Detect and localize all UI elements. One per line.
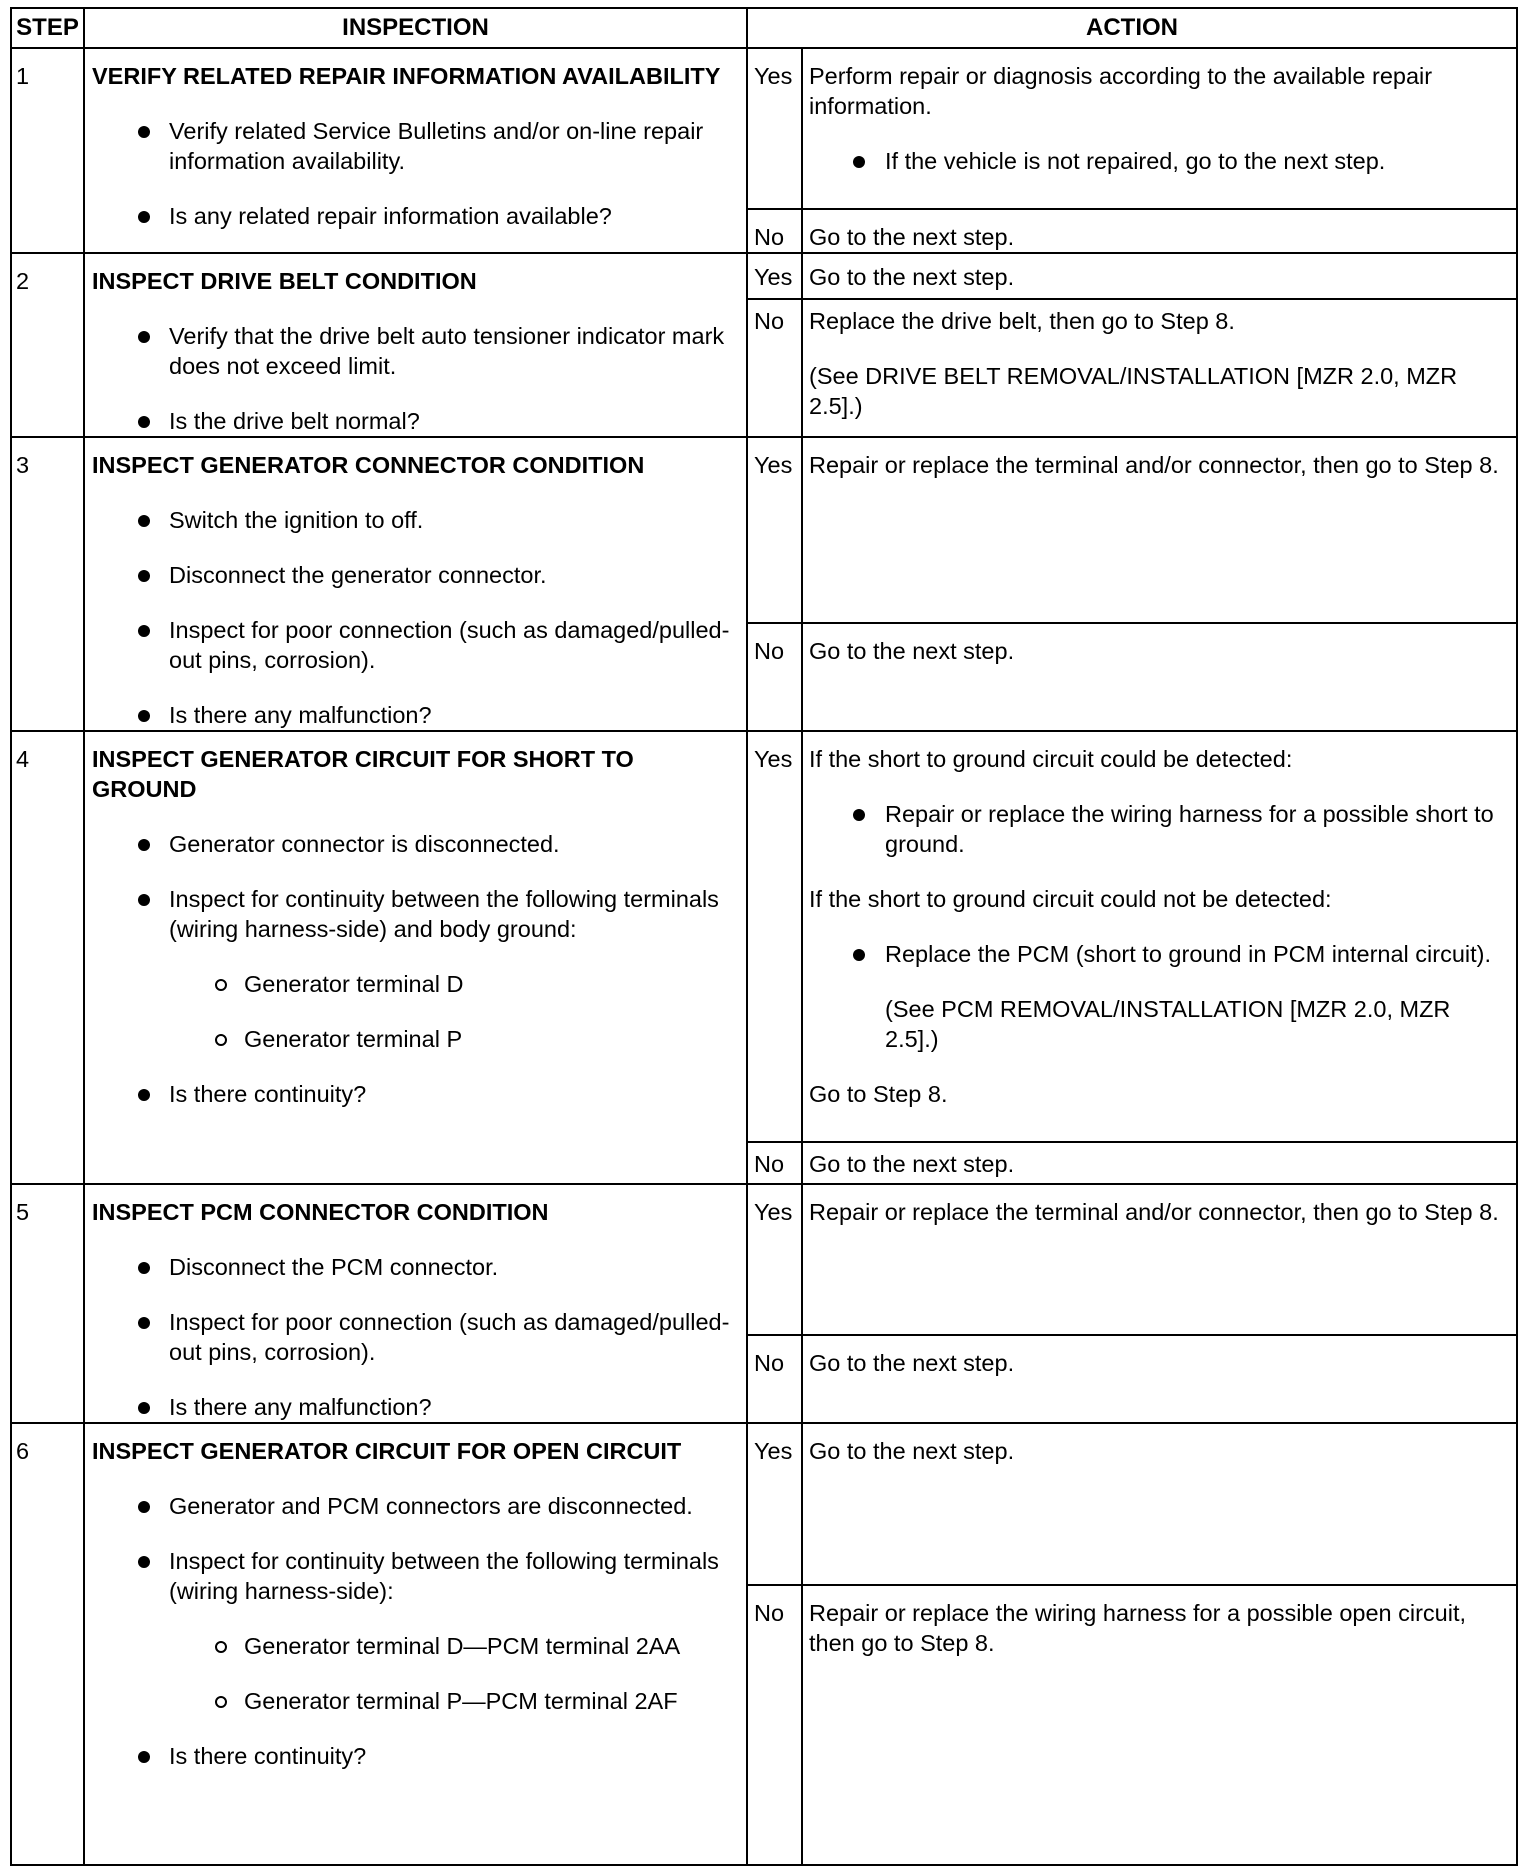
inspection-question: Is there any malfunction? <box>92 700 734 730</box>
inspection-sub-bullet: Generator terminal D—PCM terminal 2AA <box>92 1631 734 1661</box>
action-text: Replace the drive belt, then go to Step 8. <box>809 308 1235 334</box>
step-number: 5 <box>11 1184 84 1423</box>
action-text: Go to the next step. <box>802 1335 1517 1423</box>
inspection-bullet: Generator connector is disconnected. <box>92 829 734 859</box>
inspection-question: Is the drive belt normal? <box>92 406 734 436</box>
action-text: If the short to ground circuit could be detected: <box>809 746 1293 772</box>
step-title: VERIFY RELATED REPAIR INFORMATION AVAILABILITY <box>92 63 721 89</box>
action-text: Go to the next step. <box>802 623 1517 731</box>
step-5-inspection <box>84 1184 747 1423</box>
inspection-question: Is there continuity? <box>92 1741 734 1771</box>
yes-label: Yes <box>747 731 802 1142</box>
step-2-yes-row <box>11 253 1517 299</box>
step-6-inspection <box>84 1423 747 1865</box>
no-label: No <box>747 209 802 253</box>
step-1-yes-row <box>11 48 1517 209</box>
no-label: No <box>747 1142 802 1184</box>
action-text: If the short to ground circuit could not be detected: <box>809 886 1332 912</box>
step-2-no-action <box>802 299 1517 437</box>
step-title: INSPECT GENERATOR CIRCUIT FOR SHORT TO GROUND <box>92 746 634 802</box>
step-title: INSPECT DRIVE BELT CONDITION <box>92 268 477 294</box>
inspection-bullet: Verify that the drive belt auto tensioner indicator mark does not exceed limit. <box>92 321 734 381</box>
action-reference: (See PCM REMOVAL/INSTALLATION [MZR 2.0, MZR 2.5].) <box>885 996 1451 1052</box>
action-text: Perform repair or diagnosis according to the available repair information. <box>809 63 1433 119</box>
action-text: Go to the next step. <box>802 1423 1517 1585</box>
step-4-inspection <box>84 731 747 1184</box>
inspection-bullet: Verify related Service Bulletins and/or on-line repair information availability. <box>92 116 734 176</box>
step-3-yes-row <box>11 437 1517 623</box>
inspection-bullet: Inspect for poor connection (such as damaged/pulled-out pins, corrosion). <box>92 1307 734 1367</box>
action-bullet: Replace the PCM (short to ground in PCM internal circuit). <box>809 939 1508 969</box>
action-text: Go to Step 8. <box>809 1081 948 1107</box>
inspection-sub-bullet: Generator terminal D <box>92 969 734 999</box>
inspection-bullet: Disconnect the PCM connector. <box>92 1252 734 1282</box>
inspection-bullet: Inspect for poor connection (such as damaged/pulled-out pins, corrosion). <box>92 615 734 675</box>
inspection-bullet: Generator and PCM connectors are disconnected. <box>92 1491 734 1521</box>
action-text: Repair or replace the wiring harness for a possible open circuit, then go to Step 8. <box>802 1585 1517 1865</box>
inspection-bullet: Switch the ignition to off. <box>92 505 734 535</box>
diagnostic-table <box>10 7 1518 1866</box>
no-label: No <box>747 299 802 437</box>
step-1-inspection <box>84 48 747 253</box>
inspection-question: Is any related repair information available? <box>92 201 734 231</box>
no-label: No <box>747 1585 802 1865</box>
inspection-bullet: Inspect for continuity between the following terminals (wiring harness-side) and body ground: <box>92 884 734 944</box>
step-2-inspection <box>84 253 747 437</box>
no-label: No <box>747 1335 802 1423</box>
action-text: Go to the next step. <box>802 253 1517 299</box>
action-bullet: Repair or replace the wiring harness for a possible short to ground. <box>809 799 1508 859</box>
step-title: INSPECT PCM CONNECTOR CONDITION <box>92 1199 549 1225</box>
step-number: 2 <box>11 253 84 437</box>
action-bullet: If the vehicle is not repaired, go to the next step. <box>809 146 1508 176</box>
step-number: 3 <box>11 437 84 731</box>
step-3-inspection <box>84 437 747 731</box>
action-text: Go to the next step. <box>802 1142 1517 1184</box>
inspection-bullet: Inspect for continuity between the following terminals (wiring harness-side): <box>92 1546 734 1606</box>
yes-label: Yes <box>747 1423 802 1585</box>
step-title: INSPECT GENERATOR CONNECTOR CONDITION <box>92 452 645 478</box>
no-label: No <box>747 623 802 731</box>
yes-label: Yes <box>747 1184 802 1335</box>
action-reference: (See DRIVE BELT REMOVAL/INSTALLATION [MZR 2.0, MZR 2.5].) <box>809 363 1458 419</box>
step-1-yes-action <box>802 48 1517 209</box>
step-number: 6 <box>11 1423 84 1865</box>
inspection-sub-bullet: Generator terminal P <box>92 1024 734 1054</box>
inspection-bullet: Disconnect the generator connector. <box>92 560 734 590</box>
step-number: 4 <box>11 731 84 1184</box>
inspection-sub-bullet: Generator terminal P—PCM terminal 2AF <box>92 1686 734 1716</box>
step-4-yes-row <box>11 731 1517 1142</box>
step-6-yes-row <box>11 1423 1517 1585</box>
header-row <box>11 8 1517 48</box>
step-4-yes-action <box>802 731 1517 1142</box>
yes-label: Yes <box>747 48 802 209</box>
action-text: Repair or replace the terminal and/or connector, then go to Step 8. <box>802 437 1517 623</box>
action-text: Go to the next step. <box>802 209 1517 253</box>
step-number: 1 <box>11 48 84 253</box>
header-action: ACTION <box>747 8 1517 48</box>
inspection-question: Is there any malfunction? <box>92 1392 734 1422</box>
header-step: STEP <box>11 8 84 48</box>
yes-label: Yes <box>747 253 802 299</box>
inspection-question: Is there continuity? <box>92 1079 734 1109</box>
header-inspection: INSPECTION <box>84 8 747 48</box>
yes-label: Yes <box>747 437 802 623</box>
action-text: Repair or replace the terminal and/or connector, then go to Step 8. <box>802 1184 1517 1335</box>
step-title: INSPECT GENERATOR CIRCUIT FOR OPEN CIRCUIT <box>92 1438 682 1464</box>
step-5-yes-row <box>11 1184 1517 1335</box>
